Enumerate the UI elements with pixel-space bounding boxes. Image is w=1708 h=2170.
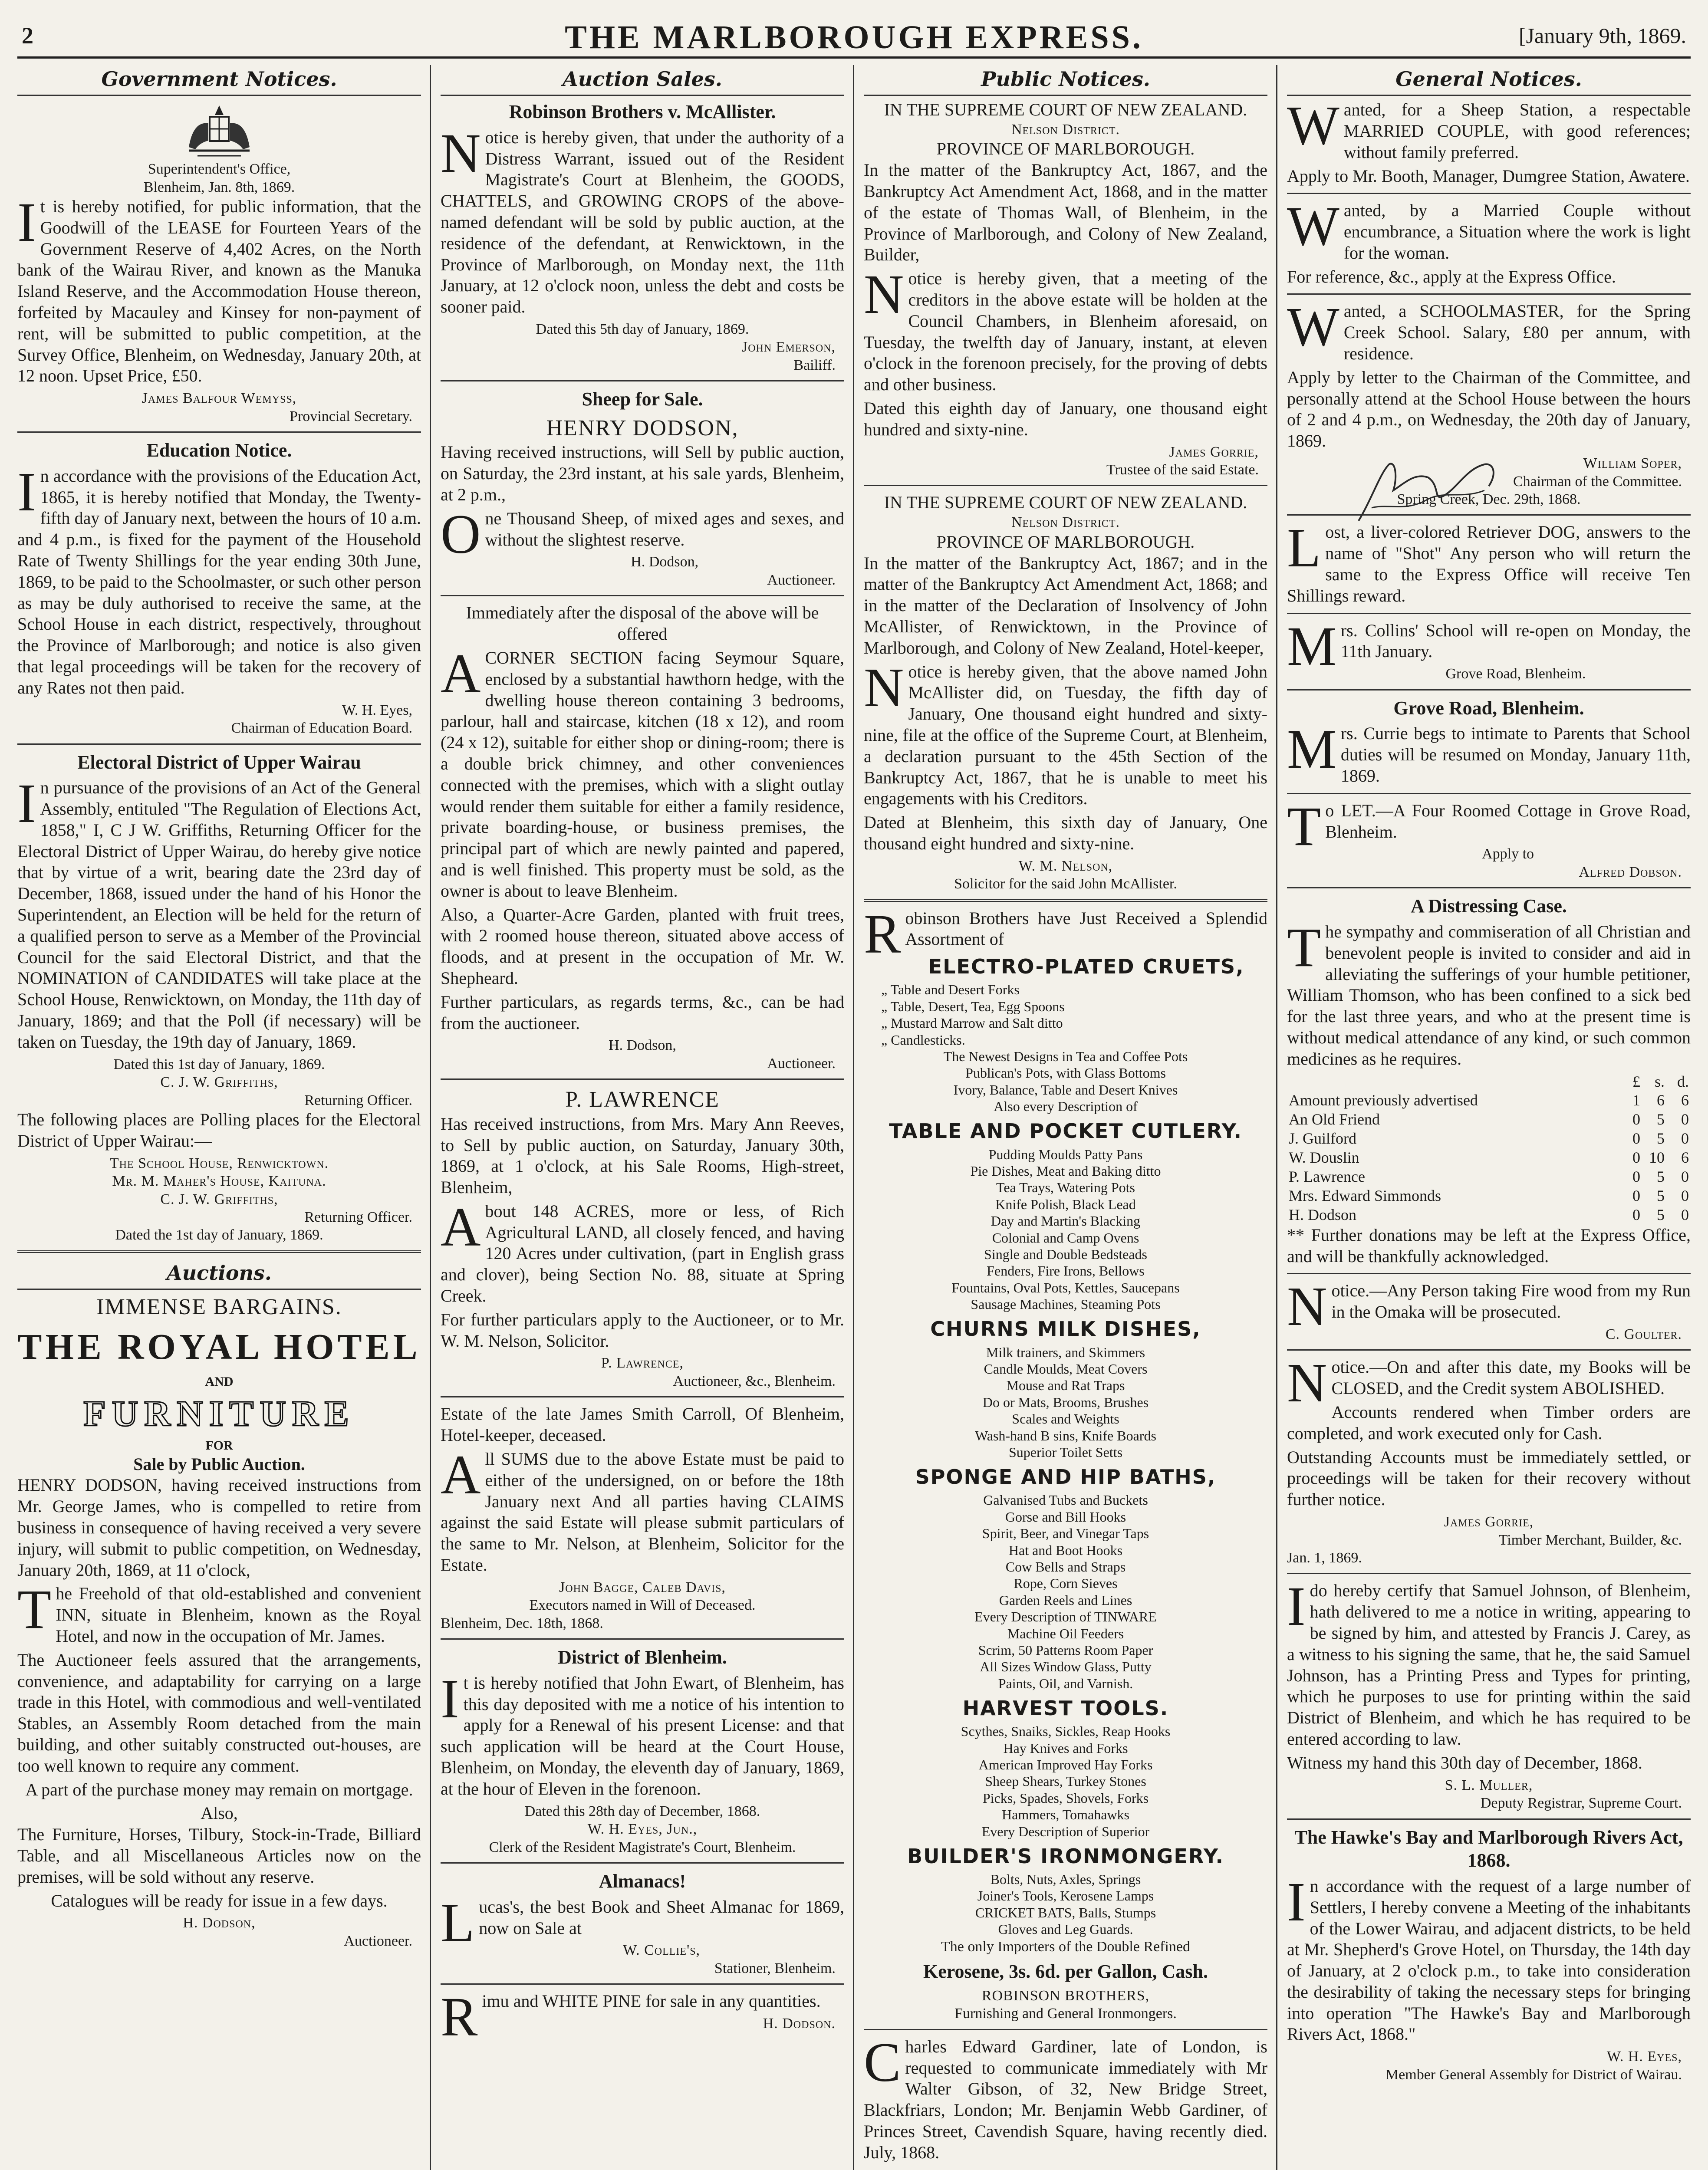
list-item: Hay Knives and Forks — [1003, 1740, 1128, 1756]
pounds: 0 — [1632, 1149, 1640, 1167]
dated-line: Spring Creek, Dec. 29th, 1868. — [1397, 491, 1581, 507]
signature-title: Returning Officer. — [304, 1209, 412, 1225]
donor-name: An Old Friend — [1289, 1111, 1380, 1128]
table-row — [1287, 1091, 1691, 1110]
notice-text: Catalogues will be ready for issue in a few days. — [51, 1891, 388, 1910]
list-item: Gorse and Bill Hooks — [1005, 1509, 1126, 1525]
section-header: General Notices. — [1287, 65, 1691, 96]
shillings: 5 — [1657, 1187, 1665, 1204]
list-item: Picks, Spades, Shovels, Forks — [982, 1790, 1149, 1806]
notice-text: Lost, a liver-colored Retriever DOG, answers to the name of "Shot" Any person who will return the same to the Express Office will receive Ten Shillings reward. — [1287, 517, 1691, 605]
signature-title: Chairman of the Committee. — [1513, 473, 1682, 490]
signature: W. Collie's, — [623, 1942, 701, 1959]
notice-title: Sheep for Sale. — [582, 388, 703, 410]
ad-conjunction: AND — [205, 1374, 234, 1389]
donor-name: P. Lawrence — [1289, 1168, 1365, 1186]
list-item: Milk trainers, and Skimmers — [986, 1344, 1145, 1360]
shillings: 5 — [1657, 1130, 1665, 1147]
notice-text: For reference, &c., apply at the Express Office. — [1287, 266, 1616, 286]
notice-text: Notice.—Any Person taking Fire wood from my Run in the Omaka will be prosecuted. — [1287, 1276, 1691, 1338]
notice-title: Estate of the late James Smith Carroll, Of Blenheim, Hotel-keeper, deceased. — [441, 1404, 844, 1445]
divider — [1287, 613, 1691, 614]
signature-title: Timber Merchant, Builder, &c. — [1498, 1532, 1682, 1548]
signature-title: Member General Assembly for District of Wairau. — [1385, 2066, 1682, 2083]
notice-text: Notice is hereby given, that under the authority of a Distress Warrant, issued out of the Resident Magistrate's Court at Blenheim, the GOODS, CHATTELS, and GROWING CROPS of the above-named defendant will be sold by public auction, at the residence of the defendant, at Renwicktown, in the Province of Marlborough, on Monday next, the 11th January, at 12 o'clock noon, unless the debt and costs be sooner paid. — [441, 122, 844, 317]
newspaper-page — [17, 13, 1691, 2170]
office-line: Superintendent's Office, — [148, 161, 291, 178]
notice-text: Ido hereby certify that Samuel Johnson, of Blenheim, hath delivered to me a notice in writing, appearing to be signed by him, and attested by Francis J. Carey, as a witness to his signing the same, that he, the said Samuel Johnson, has a Printing Press and Types for printing, which he purposes to use for printing within the said District of Blenheim, and which he has required to be entered according to law. — [1287, 1575, 1691, 1749]
notice-text: Notice is hereby given, that a meeting of the creditors in the above estate will be holden at the Council Chambers, in Blenheim aforesaid, on Tuesday, the twelfth day of January, instant, at eleven o'clock in the forenoon precisely, for the proving of debts and other business. — [864, 263, 1267, 395]
product-heading: ELECTRO-PLATED CRUETS, — [928, 955, 1244, 979]
signature: H. Dodson, — [183, 1915, 256, 1931]
divider — [1287, 887, 1691, 888]
notice-text: Witness my hand this 30th day of December, 1868. — [1287, 1752, 1642, 1772]
notice-text: In accordance with the provisions of the Education Act, 1865, it is hereby notified that Monday, the Twenty-fifth day of January next, between the hours of 10 a.m. and 4 p.m., is fixed for the payment of the Household Rate of Twenty Shillings for the year ending 30th June, 1869, to be paid to the Schoolmaster, or such other person as may be duly authorised to receive the same, at the School House in each district, respectively, throughout the Province of Marlborough; and notice is also given that legal proceedings will be taken for the recovery of any Rates not then paid. — [17, 460, 421, 697]
notice-title: Robinson Brothers v. McAllister. — [509, 101, 776, 123]
shillings: 5 — [1657, 1168, 1665, 1186]
issue-date: [January 9th, 1869. — [1518, 23, 1686, 48]
pence: 6 — [1681, 1092, 1689, 1109]
list-item: Candle Moulds, Meat Covers — [984, 1361, 1148, 1377]
signature: H. Dodson, — [631, 554, 699, 570]
notice-text: In accordance with the request of a large number of Settlers, I hereby convene a Meeting of the inhabitants of the Lower Wairau, and adjacent districts, to be held at Mr. Shepherd's Grove Hotel, on Thursday, the 14th day of January, at 2 o'clock p.m., to take into consideration the desirability of taking the necessary steps for bringing into operation "The Hawke's Bay and Marlborough Rivers Act, 1868." — [1287, 1871, 1691, 2044]
shillings: 5 — [1657, 1206, 1665, 1223]
notice-text: Has received instructions, from Mrs. Mary Ann Reeves, to Sell by public auction, on Saturday, January 30th, 1869, at 1 o'clock, at his Sale Rooms, High-street, Blenheim, — [441, 1114, 844, 1197]
pence: 0 — [1681, 1130, 1689, 1147]
ad-headline: FURNITURE — [83, 1393, 355, 1434]
column-rule — [1276, 65, 1277, 2170]
notice-text: Robinson Brothers have Just Received a Splendid Assortment of — [864, 903, 1267, 965]
notice-title: The Hawke's Bay and Marlborough Rivers Act, 1868. — [1294, 1826, 1683, 1871]
signature-title: Auctioneer, &c., Blenheim. — [673, 1373, 836, 1389]
notice-text: The Freehold of that old-established and convenient INN, situate in Blenheim, known as the Royal Hotel, and now in the occupation of Mr. James. — [17, 1578, 421, 1646]
signature: W. H. Eyes, Jun., — [587, 1821, 698, 1838]
product-list — [864, 1723, 1267, 1840]
signature: H. Dodson. — [763, 2015, 836, 2032]
divider — [1287, 689, 1691, 690]
list-item: Also every Description of — [994, 1098, 1138, 1115]
court-title: IN THE SUPREME COURT OF NEW ZEALAND. — [884, 100, 1247, 120]
newspaper-title: THE MARLBOROUGH EXPRESS. — [565, 19, 1143, 56]
firm-name: ROBINSON BROTHERS, — [981, 1987, 1150, 2004]
importers-line: The only Importers of the Double Refined — [941, 1938, 1191, 1955]
pence: 0 — [1681, 1206, 1689, 1223]
notice-title: Grove Road, Blenheim. — [1393, 697, 1584, 719]
pounds: 0 — [1632, 1168, 1640, 1186]
product-heading: TABLE AND POCKET CUTLERY. — [889, 1119, 1242, 1143]
list-item: Single and Double Bedsteads — [984, 1246, 1147, 1262]
divider — [17, 743, 421, 745]
notice-text: Outstanding Accounts must be immediately settled, or proceedings will be taken for their recovery without further notice. — [1287, 1447, 1691, 1509]
product-list — [864, 1048, 1267, 1115]
notice-text: To LET.—A Four Roomed Cottage in Grove Road, Blenheim. — [1287, 795, 1691, 857]
list-item: Rope, Corn Sieves — [1014, 1575, 1118, 1591]
notice-text: The following places are Polling places for the Electoral District of Upper Wairau:— — [17, 1109, 421, 1151]
divider — [441, 1638, 844, 1640]
pence: 0 — [1681, 1111, 1689, 1128]
list-item: Tea Trays, Watering Pots — [996, 1180, 1135, 1196]
signature: William Soper, — [1583, 455, 1682, 472]
donor-name: H. Dodson — [1289, 1206, 1357, 1223]
signature: James Gorrie, — [1444, 1514, 1534, 1530]
ad-headline: IMMENSE BARGAINS. — [96, 1295, 342, 1320]
ad-headline: THE ROYAL HOTEL — [17, 1327, 421, 1368]
list-item: Galvanised Tubs and Buckets — [983, 1492, 1148, 1508]
province-line: PROVINCE OF MARLBOROUGH. — [936, 532, 1195, 552]
signature-title: Executors named in Will of Deceased. — [529, 1597, 756, 1614]
list-item: Colonial and Camp Ovens — [992, 1230, 1139, 1246]
pounds: 0 — [1632, 1206, 1640, 1223]
notice-text: Mrs. Currie begs to intimate to Parents that School duties will be resumed on Monday, January 11th, 1869. — [1287, 718, 1691, 786]
notice-title: Electoral District of Upper Wairau — [77, 751, 361, 773]
signature-title: Clerk of the Resident Magistrate's Court, Blenheim. — [489, 1839, 796, 1855]
notice-title: District of Blenheim. — [558, 1647, 727, 1668]
list-item: Wash-hand B sins, Knife Boards — [975, 1427, 1156, 1443]
notice-text: Also, a Quarter-Acre Garden, planted with fruit trees, with 2 roomed house thereon, situated above access of floods, and at present in the occupation of Mr. W. Shepheard. — [441, 904, 844, 988]
apply-line: Apply to — [1482, 846, 1534, 862]
notice-text: Charles Edward Gardiner, late of London, is requested to communicate immediately with Mr Walter Gibson, of 32, New Bridge Street, Blackfriars, London; Mr. Benjamin Webb Gardiner, of Princes Street, Cavendish Square, having recently died. July, 1868. — [864, 2031, 1267, 2162]
table-row — [1287, 1148, 1691, 1167]
list-item: The Newest Designs in Tea and Coffee Pots — [943, 1048, 1188, 1064]
signature: Alfred Dobson. — [1579, 864, 1682, 880]
list-item: „ Candlesticks. — [881, 1032, 965, 1048]
list-item: Scythes, Snaiks, Sickles, Reap Hooks — [961, 1723, 1171, 1739]
divider — [441, 1862, 844, 1864]
signature-title: Solicitor for the said John McAllister. — [954, 876, 1177, 892]
pence: 6 — [1681, 1149, 1689, 1167]
royal-crest-icon — [171, 99, 267, 160]
divider — [441, 380, 844, 381]
signature: John Bagge, Caleb Davis, — [559, 1579, 726, 1595]
pounds: 0 — [1632, 1111, 1640, 1128]
divider — [441, 1396, 844, 1397]
notice-text: Apply to Mr. Booth, Manager, Dumgree Station, Awatere. — [1287, 166, 1690, 186]
pence: 0 — [1681, 1187, 1689, 1204]
signature: W. M. Nelson, — [1018, 858, 1113, 874]
list-item: Sausage Machines, Steaming Pots — [971, 1296, 1161, 1312]
column-header: £ — [1632, 1072, 1640, 1090]
list-item: All Sizes Window Glass, Putty — [980, 1659, 1152, 1675]
column-header: s. — [1654, 1072, 1665, 1090]
list-item: CRICKET BATS, Balls, Stumps — [975, 1904, 1156, 1920]
list-item: Day and Martin's Blacking — [991, 1213, 1141, 1229]
table-header-row — [1287, 1072, 1691, 1092]
list-item: Spirit, Beer, and Vinegar Taps — [982, 1526, 1149, 1542]
signature: C. J. W. Griffiths, — [160, 1191, 278, 1207]
address-line: Grove Road, Blenheim. — [1445, 666, 1586, 682]
divider — [441, 1078, 844, 1080]
notice-text: Having received instructions, will Sell by public auction, on Saturday, the 23rd instant, at his sale yards, Blenheim, at 2 p.m., — [441, 442, 844, 505]
notice-text: Wanted, for a Sheep Station, a respectable MARRIED COUPLE, with good references; without family preferred. — [1287, 95, 1691, 162]
column-rule — [853, 65, 854, 2170]
pence: 0 — [1681, 1168, 1689, 1186]
signature-title: Auctioneer. — [767, 572, 836, 588]
divider — [1287, 1818, 1691, 1820]
notice-text: It is hereby notified, for public information, that the Goodwill of the LEASE for Fourteen Years of the Government Reserve of 4,402 Acres, on the North bank of the Wairau River, and known as the Manuka Island Reserve, and the Accommodation House thereon, forfeited by Macauley and Kinsey for non-payment of rent, will be submitted to public competition, at the Survey Office, Blenheim, on Wednesday, January 20th, at 12 noon. Upset Price, £50. — [17, 191, 421, 386]
product-heading: CHURNS MILK DISHES, — [930, 1317, 1201, 1341]
province-line: PROVINCE OF MARLBOROUGH. — [936, 139, 1195, 159]
donor-name: Mrs. Edward Simmonds — [1289, 1187, 1441, 1204]
notice-text: A part of the purchase money may remain on mortgage. — [25, 1779, 413, 1799]
notice-text: Further particulars, as regards terms, &c., can be had from the auctioneer. — [441, 992, 844, 1033]
dated-line: Dated the 1st day of January, 1869. — [115, 1227, 323, 1243]
signature: C. J. W. Griffiths, — [160, 1074, 278, 1091]
list-item: Every Description of TINWARE — [974, 1609, 1157, 1625]
list-item: Scales and Weights — [1012, 1411, 1119, 1427]
table-row — [1287, 1167, 1691, 1187]
list-item: Scrim, 50 Patterns Room Paper — [978, 1642, 1153, 1658]
signature-title: Returning Officer. — [304, 1092, 412, 1108]
divider — [864, 899, 1267, 902]
pounds: 0 — [1632, 1130, 1640, 1147]
table-row — [1287, 1129, 1691, 1148]
signature: James Gorrie, — [1169, 444, 1259, 460]
notice-text: About 148 ACRES, more or less, of Rich Agricultural LAND, all closely fenced, and having 120 Acres under cultivation, (part in English grass and clover), being Section No. 88, situate at Spring Creek. — [441, 1196, 844, 1306]
polling-place: Mr. M. Maher's House, Kaituna. — [112, 1173, 326, 1190]
notice-text: Notice is hereby given, that the above named John McAllister did, on Tuesday, the fifth day of January, One thousand eight hundred and sixty-nine, file at the office of the Supreme Court, at Blenheim, a declaration pursuant to the 45th Section of the Bankruptcy Act, 1867, that he is unable to meet his engagements with his Creditors. — [864, 656, 1267, 809]
divider — [1287, 293, 1691, 295]
column-rule — [430, 65, 431, 2170]
product-list — [864, 1871, 1267, 1938]
notice-text: Rimu and WHITE PINE for sale in any quantities. — [441, 1986, 821, 2048]
list-item: „ Table and Desert Forks — [881, 982, 1020, 998]
product-heading: HARVEST TOOLS. — [962, 1697, 1169, 1720]
list-item: Garden Reels and Lines — [999, 1592, 1132, 1608]
section-header: Auction Sales. — [441, 65, 844, 96]
list-item: Knife Polish, Black Lead — [995, 1196, 1136, 1212]
product-list — [864, 1146, 1267, 1313]
notice-text: Mrs. Collins' School will re-open on Monday, the 11th January. — [1287, 615, 1691, 677]
signature: W. H. Eyes, — [342, 702, 412, 718]
list-item: Superior Toilet Setts — [1008, 1444, 1123, 1460]
shillings: 5 — [1657, 1111, 1665, 1128]
polling-place: The School House, Renwicktown. — [109, 1155, 329, 1171]
list-item: American Improved Hay Forks — [978, 1757, 1153, 1772]
column-4 — [1287, 65, 1691, 2170]
divider — [1287, 1349, 1691, 1351]
list-item: Paints, Oil, and Varnish. — [998, 1675, 1133, 1691]
columns — [17, 65, 1691, 2170]
list-item: Hat and Boot Hooks — [1008, 1542, 1123, 1558]
auctioneer-name: P. LAWRENCE — [565, 1087, 720, 1112]
section-header: Government Notices. — [17, 65, 421, 96]
donor-name: J. Guilford — [1289, 1130, 1356, 1147]
column-header: d. — [1677, 1072, 1689, 1090]
divider — [17, 431, 421, 433]
notice-text: It is hereby notified that John Ewart, of Blenheim, has this day deposited with me a notice of his intention to apply for a Renewal of his present License: and that such application will be heard at the Court House, Blenheim, on Monday, the eleventh day of January, 1869, at the hour of Eleven in the forenoon. — [441, 1667, 844, 1798]
notice-text: All SUMS due to the above Estate must be paid to either of the undersigned, on or before the 18th January next And all parties having CLAIMS against the said Estate will please submit particulars of the same to Mr. Nelson, at Blenheim, Solicitor for the Estate. — [441, 1444, 844, 1575]
notice-text: Notice.—On and after this date, my Books will be CLOSED, and the Credit system ABOLISHED. — [1287, 1352, 1691, 1414]
auctioneer-name: HENRY DODSON, — [546, 416, 739, 441]
notice-text: Wanted, a SCHOOLMASTER, for the Spring Creek School. Salary, £80 per annum, with residence. — [1287, 296, 1691, 364]
signature-title: Bailiff. — [793, 357, 836, 373]
list-item: Joiner's Tools, Kerosene Lamps — [977, 1888, 1154, 1904]
notice-text: For further particulars apply to the Auctioneer, or to Mr. W. M. Nelson, Solicitor. — [441, 1309, 844, 1351]
product-list — [864, 1492, 1267, 1692]
shillings: 6 — [1657, 1092, 1665, 1109]
notice-title: Almanacs! — [599, 1871, 686, 1892]
place-date-line: Blenheim, Jan. 8th, 1869. — [143, 179, 295, 195]
column-2 — [441, 65, 844, 2170]
divider — [1287, 1573, 1691, 1574]
list-item: Hammers, Tomahawks — [1002, 1807, 1129, 1823]
signature-title: Stationer, Blenheim. — [714, 1960, 836, 1976]
signature: S. L. Muller, — [1445, 1777, 1533, 1793]
district-line: Nelson District. — [1011, 121, 1120, 138]
court-title: IN THE SUPREME COURT OF NEW ZEALAND. — [884, 493, 1247, 513]
signature-title: Provincial Secretary. — [290, 408, 412, 424]
district-line: Nelson District. — [1011, 514, 1120, 531]
notice-text: Dated at Blenheim, this sixth day of January, One thousand eight hundred and sixty-nine. — [864, 812, 1267, 853]
donor-name: W. Douslin — [1289, 1149, 1359, 1167]
signature: John Emerson, — [741, 339, 836, 355]
notice-text: The Furniture, Horses, Tilbury, Stock-in-Trade, Billiard Table, and all Miscellaneous Articles now on the premises, will be sold without any reserve. — [17, 1825, 421, 1887]
dated-line: Dated this 28th day of December, 1868. — [524, 1803, 760, 1819]
list-item: „ Table, Desert, Tea, Egg Spoons — [881, 998, 1065, 1014]
list-item: Sheep Shears, Turkey Stones — [985, 1773, 1146, 1789]
section-header: Auctions. — [17, 1259, 421, 1290]
divider — [864, 485, 1267, 486]
table-row — [1287, 1110, 1691, 1129]
notice-text: Dated this eighth day of January, one thousand eight hundred and sixty-nine. — [864, 398, 1267, 439]
signature-title: Trustee of the said Estate. — [1106, 462, 1259, 478]
also-line: Also, — [201, 1803, 238, 1823]
list-item: Pie Dishes, Meat and Baking ditto — [970, 1163, 1161, 1179]
product-list — [864, 981, 1267, 1048]
signature-title: Auctioneer. — [767, 1055, 836, 1072]
notice-title: A Distressing Case. — [1411, 895, 1567, 917]
signature: C. Goulter. — [1605, 1326, 1682, 1342]
notice-text: In pursuance of the provisions of an Act of the General Assembly, entituled "The Regulation of Elections Act, 1858," I, C J W. Griffiths, Returning Officer for the Electoral District of Upper Wairau, do hereby give notice that by virtue of a writ, bearing date the 23rd day of December, 1868, issued under the hand of his Honor the Superintendent, an Election will be held for the return of a qualified person to serve as a Member of the Provincial Council for the said Electoral District, and that the NOMINATION of CANDIDATES will take place at the School House, Renwicktown, on Monday, the 11th day of January, 1869; and that the Poll (if necessary) will be taken on Tuesday, the 19th day of January, 1869. — [17, 773, 421, 1052]
table-row — [1287, 1206, 1691, 1225]
masthead — [17, 13, 1691, 59]
list-item: Fountains, Oval Pots, Kettles, Saucepans — [951, 1279, 1180, 1295]
notice-text: Immediately after the disposal of the above will be offered — [466, 603, 819, 644]
signature: P. Lawrence, — [601, 1355, 684, 1371]
ad-subheadline: Sale by Public Auction. — [133, 1454, 305, 1474]
list-item: Machine Oil Feeders — [1007, 1625, 1124, 1641]
divider — [441, 1983, 844, 1985]
list-item: Mouse and Rat Traps — [1006, 1378, 1125, 1394]
pounds: 0 — [1632, 1187, 1640, 1204]
donations-table — [1287, 1072, 1691, 1225]
notice-text: Accounts rendered when Timber orders are completed, and work executed only for Cash. — [1287, 1402, 1691, 1443]
list-item: Fenders, Fire Irons, Bellows — [987, 1263, 1145, 1279]
dated-line: Dated this 1st day of January, 1869. — [113, 1056, 325, 1072]
column-1 — [17, 65, 421, 2170]
notice-text: Apply by letter to the Chairman of the Committee, and personally attend at the School House between the hours of 2 and 4 p.m., on Wednesday, the 20th day of January, 1869. — [1287, 367, 1691, 451]
notice-text: ACORNER SECTION facing Seymour Square, enclosed by a substantial hawthorn hedge, with the dwelling house thereon containing 3 bedrooms, parlour, hall and staircase, kitchen (18 x 12), and room (24 x 12), suitable for either shop or dining-room; there is a double brick chimney, and other conveniences connected with the premises, which with a slight outlay would render them suitable for either a family residence, private boarding-house, or business premises, the principal part of which are newly painted and papered, and is well finished. This property must be sold, as the owner is about to leave Blenheim. — [441, 642, 844, 901]
list-item: Ivory, Balance, Table and Desert Knives — [953, 1082, 1178, 1098]
product-heading: BUILDER'S IRONMONGERY. — [907, 1844, 1224, 1868]
notice-text: Wanted, by a Married Couple without encumbrance, a Situation where the work is light for the woman. — [1287, 195, 1691, 263]
list-item: Do or Mats, Brooms, Brushes — [982, 1394, 1149, 1410]
notice-text: In the matter of the Bankruptcy Act, 1867, and the Bankruptcy Act Amendment Act, 1868, and in the matter of the estate of Thomas Wall, of Blenheim, in the Province of Marlborough, and Colony of New Zealand, Builder, — [864, 160, 1267, 265]
signature: W. H. Eyes, — [1606, 2048, 1682, 2065]
signature-title: Deputy Registrar, Supreme Court. — [1480, 1795, 1682, 1812]
notice-text: One Thousand Sheep, of mixed ages and sexes, and without the slightest reserve. — [441, 503, 844, 565]
signature: James Balfour Wemyss, — [142, 390, 297, 407]
list-item: Publican's Pots, with Glass Bottoms — [965, 1065, 1166, 1081]
product-heading: SPONGE AND HIP BATHS, — [915, 1465, 1216, 1489]
notice-text: HENRY DODSON, having received instructions from Mr. George James, who is compelled to retire from business in consequence of having received a very severe injury, will submit to public competition, on Wednesday, January 20th, 1869, at 11 o'clock, — [17, 1475, 421, 1580]
notice-text: The Auctioneer feels assured that the arrangements, convenience, and adaptability for carrying on a large trade in this Hotel, with commodious and well-ventilated Stables, an Assembly Room detached from the main building, and other suitably constructed out-houses, are too well known to require any comment. — [17, 1650, 421, 1775]
notice-text: Lucas's, the best Book and Sheet Almanac for 1869, now on Sale at — [441, 1891, 844, 1953]
section-header: Public Notices. — [864, 65, 1267, 96]
divider — [17, 1250, 421, 1253]
table-row — [1287, 1187, 1691, 1206]
divider — [1287, 793, 1691, 794]
dated-line: Blenheim, Dec. 18th, 1868. — [441, 1615, 603, 1631]
divider — [441, 595, 844, 596]
ad-conjunction: FOR — [205, 1438, 233, 1453]
signature-title: Auctioneer. — [344, 1933, 412, 1949]
list-item: Bolts, Nuts, Axles, Springs — [990, 1871, 1141, 1887]
firm-tagline: Furnishing and General Ironmongers. — [954, 2006, 1177, 2022]
signature: H. Dodson, — [609, 1037, 676, 1054]
ad-headline: Kerosene, 3s. 6d. per Gallon, Cash. — [923, 1961, 1208, 1983]
list-item: „ Mustard Marrow and Salt ditto — [881, 1015, 1063, 1031]
dated-line: Dated this 5th day of January, 1869. — [536, 321, 749, 337]
divider — [1287, 1273, 1691, 1274]
product-list — [864, 1344, 1267, 1461]
list-item: Cow Bells and Straps — [1005, 1558, 1126, 1575]
divider — [864, 2029, 1267, 2030]
shillings: 10 — [1649, 1149, 1665, 1167]
column-3 — [864, 65, 1267, 2170]
divider — [1287, 193, 1691, 194]
handwritten-annotation — [1354, 447, 1502, 534]
list-item: Every Description of Superior — [981, 1823, 1150, 1839]
list-item: Gloves and Leg Guards. — [998, 1921, 1133, 1937]
dated-line: Jan. 1, 1869. — [1287, 1549, 1362, 1566]
notice-title: Education Notice. — [146, 440, 292, 461]
notice-text: In the matter of the Bankruptcy Act, 1867; and in the matter of the Bankruptcy Act Amendment Act, 1868; and in the matter of the Declaration of Insolvency of John McAllister, of Renwicktown, in the Province of Marlborough, and Colony of New Zealand, Hotel-keeper, — [864, 553, 1267, 658]
pounds: 1 — [1632, 1092, 1640, 1109]
page-number: 2 — [22, 23, 33, 49]
notice-text: ** Further donations may be left at the Express Office, and will be thankfully acknowledged. — [1287, 1225, 1691, 1266]
signature-title: Chairman of Education Board. — [231, 720, 412, 736]
donor-name: Amount previously advertised — [1289, 1092, 1478, 1109]
list-item: Pudding Moulds Patty Pans — [988, 1146, 1143, 1162]
notice-text: The sympathy and commiseration of all Christian and benevolent people is invited to consider and aid in alleviating the sufferings of your humble petitioner, William Thomson, who has been confined to a sick bed for the last three years, and who at the present time is without medical attendance of any kind, or such common medicines as he requires. — [1287, 916, 1691, 1069]
